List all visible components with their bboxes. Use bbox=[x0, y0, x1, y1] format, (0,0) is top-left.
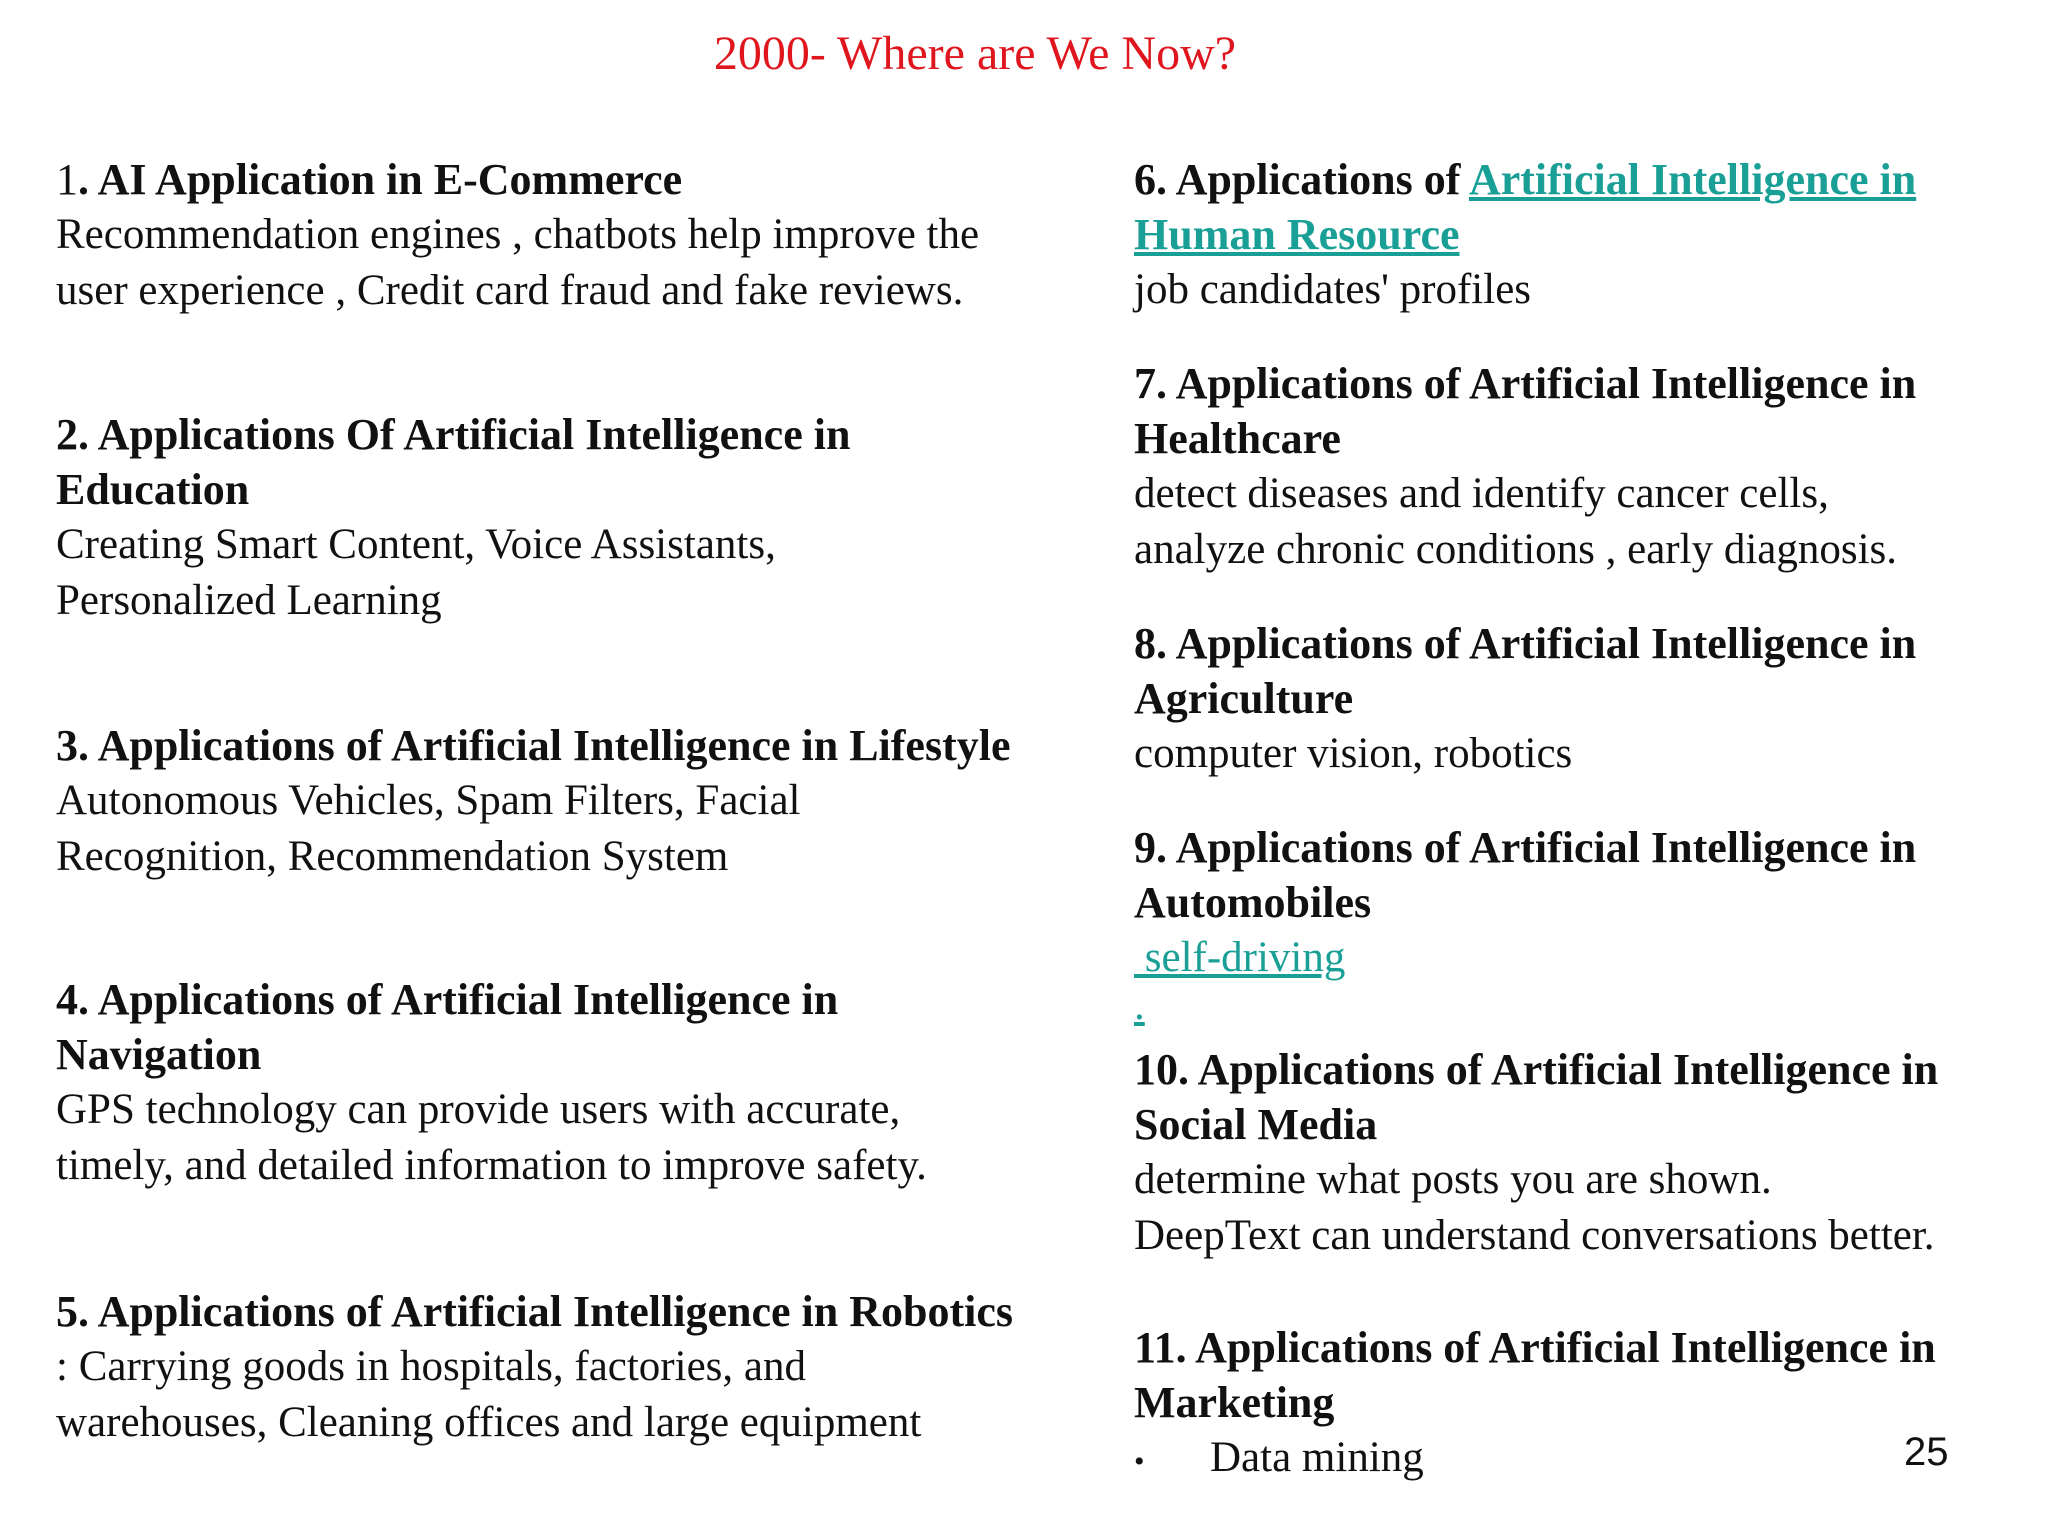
section-body-line: GPS technology can provide users with accurate, bbox=[56, 1086, 901, 1133]
section-body-line: Personalized Learning bbox=[56, 577, 442, 624]
bullet-icon: • bbox=[1134, 1445, 1145, 1478]
section-heading-text: 6. Applications of bbox=[1134, 155, 1469, 204]
section-heading: Social Media bbox=[1134, 1100, 1378, 1149]
section-body-line: analyze chronic conditions , early diagnosis. bbox=[1134, 526, 1898, 573]
self-driving-link[interactable]: self-driving bbox=[1134, 934, 1346, 981]
section-body-line: Autonomous Vehicles, Spam Filters, Facial bbox=[56, 777, 801, 824]
section-heading: 4. Applications of Artificial Intelligence in bbox=[56, 975, 839, 1024]
section-navigation bbox=[56, 972, 1076, 1194]
section-body-line: user experience , Credit card fraud and fake reviews. bbox=[56, 267, 964, 314]
section-body-line: : Carrying goods in hospitals, factories, and bbox=[56, 1343, 806, 1390]
page-number: 25 bbox=[1904, 1430, 1949, 1474]
section-body-line: Recognition, Recommendation System bbox=[56, 833, 729, 880]
section-ecommerce bbox=[56, 152, 1076, 319]
section-body-line bbox=[1134, 930, 2014, 986]
section-heading: 3. Applications of Artificial Intelligence in Lifestyle bbox=[56, 721, 1011, 770]
section-education bbox=[56, 407, 1076, 629]
section-heading-text: . AI Application in E-Commerce bbox=[78, 155, 683, 204]
section-body-line: determine what posts you are shown. bbox=[1134, 1156, 1772, 1203]
section-heading: Healthcare bbox=[1134, 414, 1341, 463]
section-heading: Education bbox=[56, 465, 250, 514]
section-body-line bbox=[1134, 982, 2014, 1029]
bullet-text: Data mining bbox=[1210, 1434, 1424, 1481]
bullet-list-item bbox=[1134, 1430, 2014, 1490]
section-number: 1 bbox=[56, 155, 78, 204]
section-body-line: Recommendation engines , chatbots help improve the bbox=[56, 211, 980, 258]
link-dot[interactable]: . bbox=[1134, 982, 1145, 1029]
section-lifestyle bbox=[56, 718, 1076, 885]
section-body-line: Creating Smart Content, Voice Assistants, bbox=[56, 521, 776, 568]
hr-link[interactable]: Artificial Intelligence in bbox=[1468, 155, 1917, 204]
section-heading bbox=[56, 152, 1076, 207]
section-heading: 11. Applications of Artificial Intelligence in bbox=[1134, 1323, 1936, 1372]
section-body-line: detect diseases and identify cancer cells, bbox=[1134, 470, 1829, 517]
section-heading: 8. Applications of Artificial Intelligence in bbox=[1134, 619, 1917, 668]
section-robotics bbox=[56, 1284, 1076, 1451]
section-body-line: computer vision, robotics bbox=[1134, 730, 1573, 777]
section-body-line: DeepText can understand conversations better. bbox=[1134, 1212, 1935, 1259]
section-agriculture bbox=[1134, 616, 2014, 782]
section-heading: 10. Applications of Artificial Intelligence in bbox=[1134, 1045, 1939, 1094]
section-heading: Navigation bbox=[56, 1030, 262, 1079]
section-heading bbox=[1134, 207, 2014, 262]
section-heading bbox=[1134, 152, 2014, 207]
section-automobiles bbox=[1134, 820, 2014, 1029]
section-heading: 5. Applications of Artificial Intelligence in Robotics bbox=[56, 1287, 1013, 1336]
section-heading: 9. Applications of Artificial Intelligence in bbox=[1134, 823, 1917, 872]
section-heading: Marketing bbox=[1134, 1378, 1335, 1427]
section-heading: 7. Applications of Artificial Intelligence in bbox=[1134, 359, 1917, 408]
slide-title: 2000- Where are We Now? bbox=[713, 27, 1237, 80]
section-body-line: job candidates' profiles bbox=[1134, 266, 1532, 313]
section-marketing bbox=[1134, 1320, 2014, 1490]
section-heading: Automobiles bbox=[1134, 878, 1372, 927]
hr-link-continued[interactable]: Human Resource bbox=[1134, 210, 1460, 259]
section-healthcare bbox=[1134, 356, 2014, 578]
section-heading: 2. Applications Of Artificial Intelligence in bbox=[56, 410, 851, 459]
section-human-resource bbox=[1134, 152, 2014, 318]
section-body-line: timely, and detailed information to improve safety. bbox=[56, 1142, 927, 1189]
section-heading: Agriculture bbox=[1134, 674, 1354, 723]
section-body-line: warehouses, Cleaning offices and large equipment bbox=[56, 1399, 922, 1446]
section-social-media bbox=[1134, 1042, 2014, 1264]
